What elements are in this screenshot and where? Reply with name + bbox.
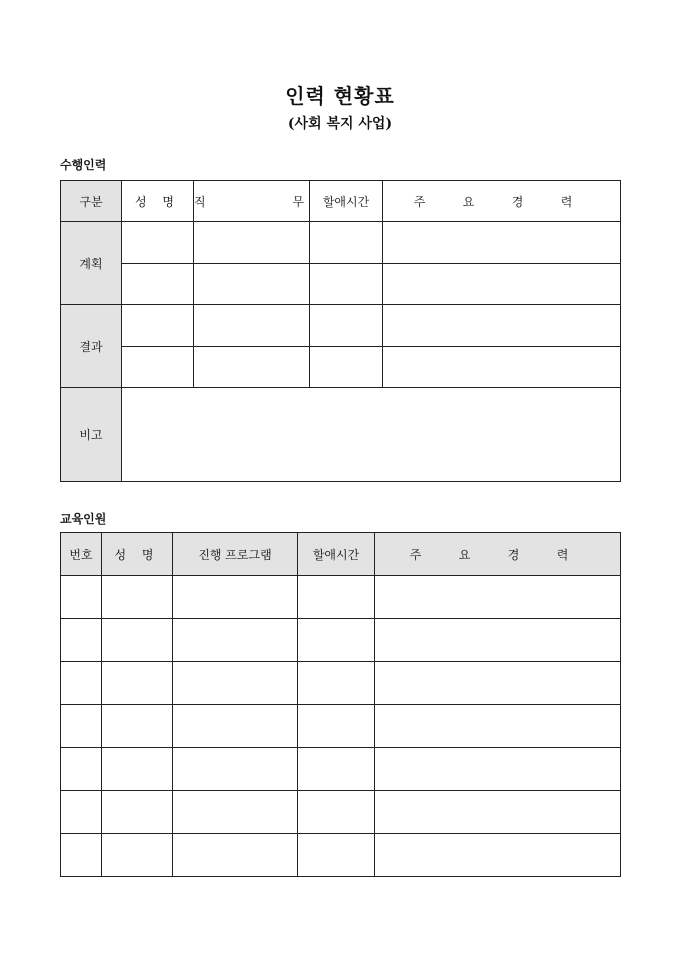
table-cell[interactable] bbox=[375, 791, 621, 834]
header-allotted-time: 할애시간 bbox=[298, 533, 375, 576]
header-career: 주 요 경 력 bbox=[375, 533, 621, 576]
document-title: 인력 현황표 bbox=[285, 84, 395, 108]
table-cell[interactable] bbox=[383, 264, 621, 305]
table-cell[interactable] bbox=[310, 347, 383, 388]
table-cell[interactable] bbox=[298, 748, 375, 791]
table-cell[interactable] bbox=[310, 264, 383, 305]
table-cell[interactable] bbox=[61, 791, 102, 834]
table-cell[interactable] bbox=[194, 264, 310, 305]
table-row bbox=[61, 705, 621, 748]
table-cell[interactable] bbox=[173, 619, 298, 662]
row-label-result: 결과 bbox=[61, 305, 122, 388]
table-cell[interactable] bbox=[194, 222, 310, 264]
table-cell[interactable] bbox=[375, 834, 621, 877]
section-label-staff: 수행인력 bbox=[60, 158, 107, 172]
table-row bbox=[61, 347, 621, 388]
trainee-table bbox=[60, 532, 621, 877]
row-label-plan: 계획 bbox=[61, 222, 122, 305]
header-category: 구분 bbox=[61, 181, 122, 222]
table-row bbox=[61, 305, 621, 347]
table-cell[interactable] bbox=[298, 705, 375, 748]
staff-table-header-row bbox=[61, 181, 621, 222]
table-cell[interactable] bbox=[375, 662, 621, 705]
table-cell[interactable] bbox=[61, 662, 102, 705]
section-label-trainees: 교육인원 bbox=[60, 512, 107, 526]
table-cell[interactable] bbox=[122, 347, 194, 388]
table-cell[interactable] bbox=[61, 619, 102, 662]
table-row bbox=[61, 662, 621, 705]
header-career: 주 요 경 력 bbox=[383, 181, 621, 222]
table-cell[interactable] bbox=[383, 222, 621, 264]
trainee-table-header-row bbox=[61, 533, 621, 576]
document-subtitle: (사회 복지 사업) bbox=[287, 116, 393, 132]
table-cell[interactable] bbox=[102, 662, 173, 705]
trainee-table-body bbox=[61, 576, 621, 877]
table-cell[interactable] bbox=[61, 576, 102, 619]
table-cell[interactable] bbox=[122, 305, 194, 347]
table-cell[interactable] bbox=[194, 347, 310, 388]
table-cell[interactable] bbox=[375, 619, 621, 662]
header-allotted-time: 할애시간 bbox=[310, 181, 383, 222]
table-row bbox=[61, 576, 621, 619]
table-row bbox=[61, 791, 621, 834]
table-cell[interactable] bbox=[173, 748, 298, 791]
table-cell[interactable] bbox=[173, 662, 298, 705]
table-cell[interactable] bbox=[310, 305, 383, 347]
row-label-remarks: 비고 bbox=[61, 388, 122, 482]
table-cell[interactable] bbox=[173, 834, 298, 877]
table-cell[interactable] bbox=[61, 834, 102, 877]
remarks-cell[interactable] bbox=[122, 388, 621, 482]
table-cell[interactable] bbox=[298, 576, 375, 619]
table-cell[interactable] bbox=[298, 791, 375, 834]
table-cell[interactable] bbox=[173, 705, 298, 748]
table-cell[interactable] bbox=[61, 705, 102, 748]
table-cell[interactable] bbox=[383, 347, 621, 388]
table-cell[interactable] bbox=[375, 576, 621, 619]
table-cell[interactable] bbox=[122, 264, 194, 305]
table-row bbox=[61, 388, 621, 482]
table-cell[interactable] bbox=[102, 705, 173, 748]
table-cell[interactable] bbox=[102, 748, 173, 791]
table-cell[interactable] bbox=[102, 834, 173, 877]
table-cell[interactable] bbox=[375, 748, 621, 791]
table-cell[interactable] bbox=[194, 305, 310, 347]
table-cell[interactable] bbox=[298, 662, 375, 705]
header-duty: 직 무 bbox=[194, 181, 310, 222]
table-row bbox=[61, 748, 621, 791]
table-cell[interactable] bbox=[383, 305, 621, 347]
table-cell[interactable] bbox=[375, 705, 621, 748]
header-name: 성 명 bbox=[122, 181, 194, 222]
table-cell[interactable] bbox=[102, 576, 173, 619]
table-cell[interactable] bbox=[61, 748, 102, 791]
table-row bbox=[61, 619, 621, 662]
staff-table bbox=[60, 180, 621, 482]
table-cell[interactable] bbox=[298, 619, 375, 662]
table-row bbox=[61, 834, 621, 877]
table-cell[interactable] bbox=[298, 834, 375, 877]
table-cell[interactable] bbox=[173, 576, 298, 619]
table-row bbox=[61, 222, 621, 264]
header-number: 번호 bbox=[61, 533, 102, 576]
header-program: 진행 프로그램 bbox=[173, 533, 298, 576]
table-cell[interactable] bbox=[102, 791, 173, 834]
table-cell[interactable] bbox=[173, 791, 298, 834]
table-cell[interactable] bbox=[122, 222, 194, 264]
table-cell[interactable] bbox=[102, 619, 173, 662]
header-name: 성 명 bbox=[102, 533, 173, 576]
table-cell[interactable] bbox=[310, 222, 383, 264]
table-row bbox=[61, 264, 621, 305]
